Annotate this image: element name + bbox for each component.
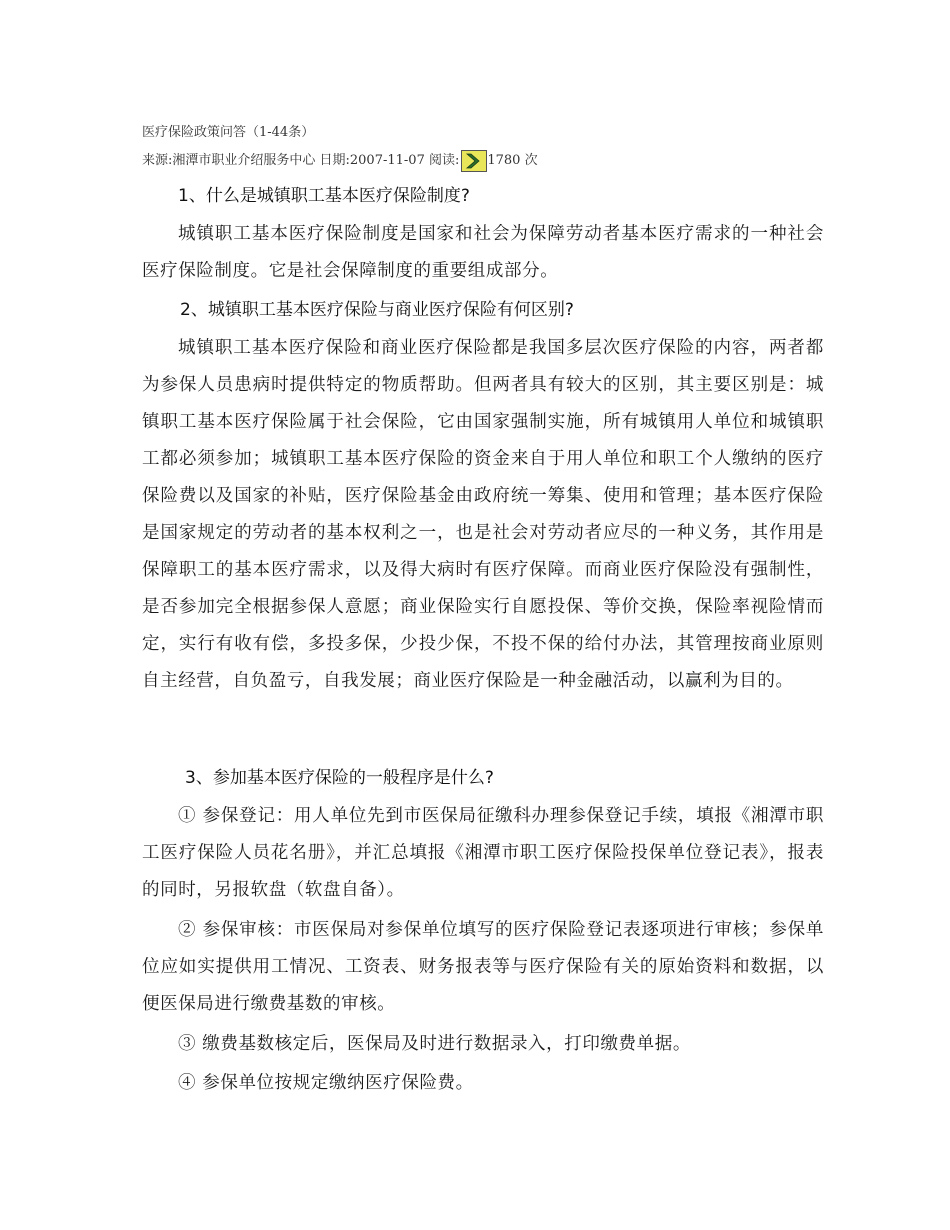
document-title: 医疗保险政策问答（1-44条）	[142, 125, 315, 140]
paragraph: ② 参保审核：市医保局对参保单位填写的医疗保险登记表逐项进行审核；参保单位应如实提供用工情况、工资表、财务报表等与医疗保险有关的原始资料和数据，以便医保局进行缴费基数的审核。	[142, 920, 824, 1014]
section-heading-1: 1、什么是城镇职工基本医疗保险制度?	[178, 186, 470, 206]
source-date-label: 来源:湘潭市职业介绍服务中心 日期:2007-11-07 阅读:	[142, 153, 460, 168]
paragraph: 城镇职工基本医疗保险和商业医疗保险都是我国多层次医疗保险的内容，两者都为参保人员患病时提供特定的物质帮助。但两者具有较大的区别，其主要区别是：城镇职工基本医疗保险属于社会保险，它由国家强制实施，所有城镇用人单位和城镇职工都必须参加；城镇职工基本医疗保险的资金来自于用人单位和职工个人缴纳的医疗保险费以及国家的补贴，医疗保险基金由政府统一筹集、使用和管理；基本医疗保险是国家规定的劳动者的基本权利之一，也是社会对劳动者应尽的一种义务，其作用是保障职工的基本医疗需求，以及得大病时有医疗保障。而商业医疗保险没有强制性，是否参加完全根据参保人意愿；商业保险实行自愿投保、等价交换，保险率视险情而定，实行有收有偿，多投多保，少投少保，不投不保的给付办法，其管理按商业原则自主经营，自负盈亏，自我发展；商业医疗保险是一种金融活动，以赢利为目的。	[142, 338, 824, 691]
source-meta-line	[142, 150, 538, 172]
section-heading-3: 3、参加基本医疗保险的一般程序是什么?	[185, 768, 494, 788]
paragraph: ① 参保登记：用人单位先到市医保局征缴科办理参保登记手续，填报《湘潭市职工医疗保险人员花名册》，并汇总填报《湘潭市职工医疗保险投保单位登记表》，报表的同时，另报软盘（软盘自备）。	[142, 806, 824, 900]
paragraph: ③ 缴费基数核定后，医保局及时进行数据录入，打印缴费单据。	[178, 1034, 691, 1054]
paragraph: ④ 参保单位按规定缴纳医疗保险费。	[178, 1073, 474, 1093]
section-heading-2: 2、城镇职工基本医疗保险与商业医疗保险有何区别?	[180, 300, 574, 320]
read-count: 1780 次	[487, 153, 538, 168]
read-count-icon	[461, 150, 487, 172]
paragraph: 城镇职工基本医疗保险制度是国家和社会为保障劳动者基本医疗需求的一种社会医疗保险制度。它是社会保障制度的重要组成部分。	[142, 224, 824, 281]
